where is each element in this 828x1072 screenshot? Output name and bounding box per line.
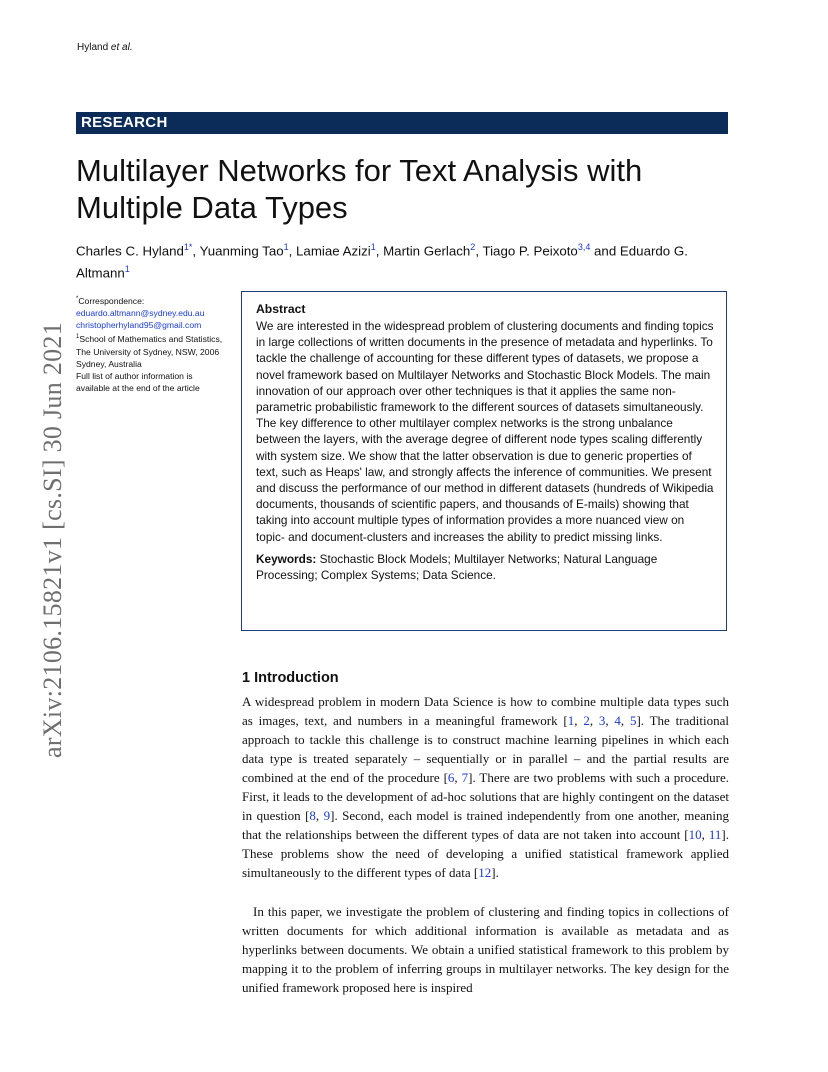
email-link-2[interactable]: christopherhyland95@gmail.com [76,320,202,331]
arxiv-identifier: arXiv:2106.15821v1 [cs.SI] 30 Jun 2021 [38,321,67,758]
section-heading-introduction: 1 Introduction [242,670,339,686]
citation-link[interactable]: 11 [708,827,722,842]
correspondence-label: *Correspondence: [76,295,145,306]
paper-title: Multilayer Networks for Text Analysis with Multiple Data Types [76,153,643,225]
citation-link[interactable]: 3 [598,713,606,728]
intro-paragraph-2: In this paper, we investigate the problem of clustering and finding topics in collections of written documents for which additional information is available as metadata and as hyperlinks between documents. We obtain a unified statistical framework to this problem by mapping it to the problem of inferring groups in multilayer networks. The key design for the unified framework proposed here is inspired [242,904,729,995]
keywords [256,551,714,583]
author-name: Martin Gerlach [383,243,471,259]
author-name: Yuanming Tao [199,243,284,259]
running-head [77,42,133,53]
author-info-note: Full list of author information is available at the end of the article [76,370,200,394]
abstract-text: We are interested in the widespread problem of clustering documents and finding topics in large collections of written documents in the presence of metadata and hyperlinks. To tackle the challenge of accounting for these different types of datasets, we propose a novel framework based on Multilayer Networks and Stochastic Block Models. The main innovation of our approach over other techniques is that it applies the same non-parametric probabilistic framework to the different sources of datasets simultaneously. The key difference to other multilayer complex networks is the strong unbalance between the layers, with the average degree of different node types scaling differently with system size. We show that the latter observation is due to generic properties of text, such as Heaps' law, and strongly affects the inference of communities. We present and discuss the performance of our method in different datasets (hundreds of Wikipedia documents, thousands of scientific papers, and thousands of E-mails) showing that taking into account multiple types of information provides a more nuanced view on topic- and document-clusters and increases the ability to predict missing links. [256,319,714,544]
author-name: Eduardo G. Altmann [76,243,688,281]
citation-link[interactable]: 1 [567,713,575,728]
author-name: Tiago P. Peixoto [482,243,578,259]
citation-link[interactable]: 4 [614,713,621,728]
affiliation-link[interactable]: 1 [124,264,130,275]
affiliation-link[interactable]: 2 [470,242,476,252]
keywords-label: Keywords: [256,551,317,566]
running-head-author: Hyland [77,42,109,53]
keywords-text: Stochastic Block Models; Multilayer Networks; Natural Language Processing; Complex Systems; Data Science. [256,551,658,583]
citation-link[interactable]: 6 [447,770,455,785]
author-list: Charles C. Hyland$^{1*}$, Yuanming Tao$^1$, Lamiae Azizi$^1$, Martin Gerlach$^2$, Tiago P. Peixoto$^{3,4}$ and Eduardo G. Altmann$^1$ [76,242,688,281]
affiliation-link[interactable]: 1 [370,242,376,252]
email-link-1[interactable]: eduardo.altmann@sydney.edu.au [76,308,205,319]
research-label: RESEARCH [81,114,168,131]
affiliation-link[interactable]: 1 [283,242,289,252]
author-name: Charles C. Hyland [76,243,184,259]
citation-link[interactable]: 8 [309,808,316,823]
affiliation-link[interactable]: 3,4 [577,242,591,252]
abstract-heading: Abstract [256,302,306,316]
citation-link[interactable]: 5 [629,713,637,728]
affiliation-link[interactable]: 1* [183,242,193,252]
author-name: Lamiae Azizi [296,243,371,259]
citation-link[interactable]: 9 [323,808,331,823]
intro-paragraph-1: A widespread problem in modern Data Science is how to combine multiple data types such as images, text, and numbers in a meaningful framework [1, 2, 3, 4, 5]. The traditional approach to tackle this challenge is to construct machine learning pipelines in which each data type is treated separately – sequentially or in parallel – and the partial results are combined at the end of the procedure [6, 7]. There are two problems with such a procedure. First, it leads to the development of ad-hoc solutions that are highly contingent on the dataset in question [8, 9]. Second, each model is trained independently from one another, meaning that the relationships between the different types of data are not taken into account [10, 11]. These problems show the need of developing a unified statistical framework applied simultaneously to the different types of data [12]. [242,694,730,880]
research-banner [76,112,728,134]
correspondence-notes [76,293,226,394]
citation-link[interactable]: 7 [461,770,469,785]
abstract-box [241,291,727,631]
running-head-etal: et al. [110,42,133,53]
citation-link[interactable]: 10 [688,827,702,842]
affiliation-note: $^1$School of Mathematics and Statistics, The University of Sydney, NSW, 2006 Sydney, Australia [76,334,223,369]
citation-link[interactable]: 12 [478,865,492,880]
citation-link[interactable]: 2 [583,713,590,728]
